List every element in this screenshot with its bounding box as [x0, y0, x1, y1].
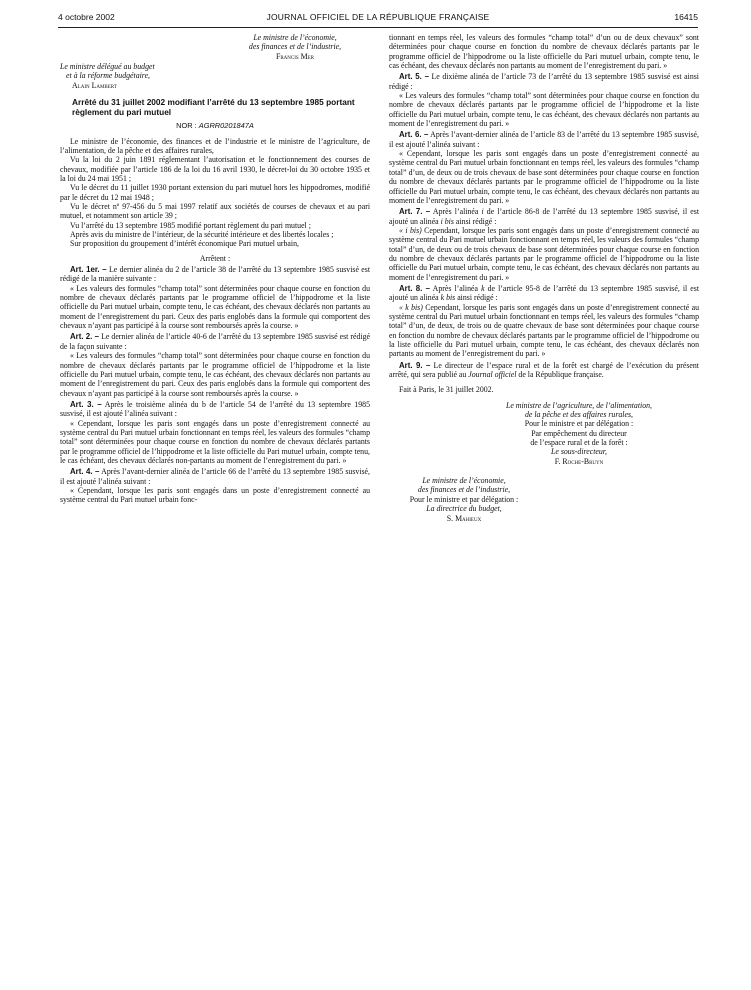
right-column	[389, 33, 699, 523]
article-label: Art. 7. –	[399, 207, 431, 217]
signature-line: Pour le ministre et par délégation :	[524, 419, 634, 429]
signature-economy-2	[389, 476, 539, 523]
signature-line: La directrice du budget,	[426, 504, 502, 514]
article-4-quote-continued: tionnant en temps réel, les valeurs des formules “champ total” d’un ou de deux chevaux” sont déterminées pour chaque course en fonction du nombre de chevaux déclarés partants par le programme officiel de l’hippodrome ou la liste officielle du Pari mutuel urbain, compte tenu, le cas échéant, des chevaux déclarés non partants au moment de l’enregistrement du pari. »	[389, 33, 699, 71]
article-text: de l’article 86-8 de l’arrêté du 13 septembre 1985 susvisé, il est ajouté un alinéa	[389, 207, 700, 226]
article-text: Le directeur de l’espace rural et de la forêt est chargé de l’exécution du présent arrêté, qui sera publié au	[389, 360, 699, 380]
signature-budget	[60, 62, 370, 90]
article-text: de la République française.	[516, 370, 604, 380]
signature-line: de la pêche et des affaires rurales,	[525, 410, 633, 420]
article-1-quote: « Les valeurs des formules “champ total” sont déterminées pour chaque course en fonction du nombre de chevaux déclarés partants par le programme officiel de l’hippodrome et la liste officielle du Pari mutuel urbain, compte tenu, le cas échéant, des chevaux déclarés non partants au moment de l’enregistrement du pari. Ceux des paris englobés dans la formule qui comportent des chevaux n’ayant pas participé à la course sont remboursés après la course. »	[60, 283, 370, 331]
quote-index: « i bis)	[399, 225, 422, 235]
page-header	[58, 12, 698, 26]
signature-line: et à la réforme budgétaire,	[66, 71, 151, 81]
signatory-name: F. Roche-Bruyn	[554, 456, 604, 466]
article-3	[60, 400, 370, 419]
article-text: ainsi rédigé :	[455, 293, 498, 303]
article-6	[389, 130, 699, 149]
signature-agriculture	[389, 401, 699, 466]
article-label: Art. 5. –	[399, 72, 429, 82]
article-7-quote	[389, 226, 699, 282]
nor-reference	[60, 121, 370, 130]
nor-value: AGRR0201847A	[198, 121, 254, 131]
article-text-italic: k	[481, 283, 485, 293]
signature-line: de l’espace rural et de la forêt :	[530, 438, 628, 448]
article-label: Art. 6. –	[399, 130, 429, 140]
decree-title: Arrêté du 31 juillet 2002 modifiant l’arrêté du 13 septembre 1985 portant règlement du pari mutuel	[72, 97, 355, 117]
paragraph: Vu l’arrêté du 13 septembre 1985 modifié portant règlement du pari mutuel ;	[70, 220, 311, 230]
paragraph: Vu la loi du 2 juin 1891 réglementant l’autorisation et le fonctionnement des courses de chevaux, modifiée par l’article 186 de la loi du 16 avril 1930, le décret-loi du 30 octobre 1935 et la loi du 24 mai 1951 ;	[60, 155, 370, 183]
signature-line: Le ministre de l’agriculture, de l’alimentation,	[505, 400, 653, 410]
signature-line: des finances et de l’industrie,	[248, 42, 342, 52]
signature-line: Par empêchement du directeur	[531, 428, 627, 438]
article-6-quote: « Cependant, lorsque les paris sont engagés dans un poste d’enregistrement connecté au système central du Pari mutuel urbain fonctionnant en temps réel, les valeurs des formules “champ total” d’un, de deux ou de trois chevaux de base sont déterminées pour chaque course en fonction du nombre de chevaux déclarés partants par le programme officiel de l’hippodrome ou la liste officielle du Pari mutuel urbain, compte tenu, le cas échéant, des chevaux déclarés non partants au moment de l’enregistrement du pari. »	[389, 149, 699, 205]
header-page-number: 16415	[674, 12, 698, 22]
paragraph: Le ministre de l’économie, des finances et de l’industrie et le ministre de l’agriculture, de l’alimentation, de la pêche et des affaires rurales,	[60, 136, 370, 155]
article-5	[389, 72, 699, 91]
nor-label: NOR :	[176, 121, 197, 131]
article-text: Après l’alinéa	[432, 283, 482, 293]
quote-text: Cependant, lorsque les paris sont engagés dans un poste d’enregistrement connecté au système central du Pari mutuel urbain fonctionnant en temps réel, les valeurs des formules “champ total” d’un, de deux, de trois ou de quatre chevaux de base sont déterminées pour chaque course en fonction du nombre de chevaux déclarés partants par le programme officiel de l’hippodrome ou la liste officielle du Pari mutuel urbain, compte tenu, le cas échéant, des chevaux déclarés non partants au moment de l’enregistrement du pari. »	[389, 302, 700, 359]
article-text: Le dernier alinéa de l’article 40-6 de l’arrêté du 13 septembre 1985 susvisé est rédigé de la façon suivante :	[60, 332, 370, 351]
article-text: Après l’avant-dernier alinéa de l’article 83 de l’arrêté du 13 septembre 1985 susvisé, il est ajouté l’alinéa suivant :	[389, 130, 699, 149]
article-5-quote: « Les valeurs des formules “champ total” sont déterminées pour chaque course en fonction du nombre de chevaux déclarés partants par le programme officiel de l’hippodrome et la liste officielle du Pari mutuel urbain, compte tenu, le cas échéant, des chevaux déclarés non partants au moment de l’enregistrement du pari. »	[389, 91, 699, 129]
signature-line: des finances et de l’industrie,	[417, 485, 511, 495]
header-journal-title: JOURNAL OFFICIEL DE LA RÉPUBLIQUE FRANÇAISE	[266, 12, 490, 22]
article-text-italic: k bis	[440, 293, 456, 303]
article-2-quote: « Les valeurs des formules “champ total” sont déterminées pour chaque course en fonction du nombre de chevaux déclarés partants par le programme officiel de l’hippodrome et la liste officielle du Pari mutuel urbain, compte tenu, le cas échéant, des chevaux déclarés non partants au moment de l’enregistrement du pari. Ceux des paris englobés dans la formule qui comportent des chevaux n’ayant pas participé à la course sont remboursés après la course. »	[60, 351, 370, 398]
signature-economy	[60, 33, 360, 61]
signature-line: Le ministre de l’économie,	[253, 33, 337, 42]
fait-a-paris: Fait à Paris, le 31 juillet 2002.	[399, 385, 494, 395]
article-text-italic: i bis	[440, 216, 454, 226]
header-rule	[58, 27, 698, 28]
signature-line: Le ministre de l’économie,	[422, 476, 506, 486]
article-label: Art. 9. –	[399, 360, 431, 370]
article-2	[60, 332, 370, 351]
article-label: Art. 3. –	[70, 399, 102, 409]
article-text-italic: i	[481, 207, 484, 217]
article-7	[389, 207, 699, 226]
article-text: Après l’alinéa	[432, 207, 482, 217]
paragraph: Vu le décret du 11 juillet 1930 portant extension du pari mutuel hors les hippodromes, modifié par le décret du 12 mai 1948 ;	[60, 183, 370, 202]
article-text: ainsi rédigé :	[453, 216, 497, 226]
signatory-name: Francis Mer	[275, 51, 315, 61]
signature-line: Le sous-directeur,	[551, 447, 607, 457]
signature-line: Pour le ministre et par délégation :	[409, 494, 519, 504]
article-label: Art. 2. –	[70, 332, 99, 342]
article-text: Le dixième alinéa de l’article 73 de l’arrêté du 13 septembre 1985 susvisé est ainsi rédigé :	[389, 72, 699, 91]
signature-line: Le ministre délégué au budget	[60, 62, 155, 72]
paragraph: Sur proposition du groupement d’intérêt économique Pari mutuel urbain,	[70, 239, 299, 249]
quote-text: Cependant, lorsque les paris sont engagés dans un poste d’enregistrement connecté au système central du Pari mutuel urbain fonctionnant en temps réel, les valeurs des formules “champ total” d’un, de deux ou de trois chevaux de base sont déterminées pour chaque course en fonction du nombre de chevaux déclarés partants par le programme officiel de l’hippodrome ou la liste officielle du Pari mutuel urbain, compte tenu, le cas échéant, des chevaux déclarés non partants au moment de l’enregistrement du pari. »	[389, 225, 699, 282]
article-label: Art. 1er. –	[70, 265, 107, 275]
article-text: de l’article 95-8 de l’arrêté du 13 septembre 1985 susvisé, il est ajouté un alinéa	[389, 283, 700, 303]
article-4	[60, 467, 370, 486]
article-1	[60, 265, 370, 284]
article-3-quote: « Cependant, lorsque les paris sont engagés dans un poste d’enregistrement connecté au système central du Pari mutuel urbain fonctionnant en temps réel, les valeurs des formules “champ total” sont déterminées pour chaque course en fonction du nombre de chevaux déclarés partants par le programme officiel de l’hippodrome et la liste officielle du Pari mutuel urbain, compte tenu, le cas échéant, des chevaux déclarés non-partants au moment de l’enregistrement du pari. »	[60, 418, 370, 465]
article-9	[389, 361, 699, 380]
article-text: Le dernier alinéa du 2 de l’article 38 de l’arrêté du 13 septembre 1985 susvisé est rédigé de la manière suivante :	[60, 265, 370, 284]
header-date: 4 octobre 2002	[58, 12, 115, 22]
article-text: Après le troisième alinéa du b de l’article 54 de l’arrêté du 13 septembre 1985 susvisé, il est ajouté l’alinéa suivant :	[60, 399, 370, 419]
article-label: Art. 8. –	[399, 283, 431, 293]
left-column	[60, 33, 370, 505]
paragraph: Vu le décret nº 97-456 du 5 mai 1997 relatif aux sociétés de courses de chevaux et au pari mutuel, et notamment son article 39 ;	[60, 202, 370, 221]
article-text: Après l’avant-dernier alinéa de l’article 66 de l’arrêté du 13 septembre 1985 susvisé, il est ajouté l’alinéa suivant :	[60, 467, 370, 486]
article-4-quote: « Cependant, lorsque les paris sont engagés dans un poste d’enregistrement connecté au système central du Pari mutuel urbain fonc-	[60, 485, 370, 505]
arretent-heading: Arrêtent :	[199, 253, 231, 263]
journal-officiel-ref: Journal officiel	[468, 370, 517, 380]
signatory-name: Alain Lambert	[72, 80, 117, 90]
quote-index: « k bis)	[399, 302, 423, 312]
paragraph: Après avis du ministre de l’intérieur, de la sécurité intérieure et des libertés locales ;	[70, 230, 334, 240]
article-label: Art. 4. –	[70, 467, 100, 477]
article-8	[389, 284, 699, 303]
article-8-quote	[389, 303, 699, 359]
signatory-name: S. Mahieux	[446, 513, 482, 523]
